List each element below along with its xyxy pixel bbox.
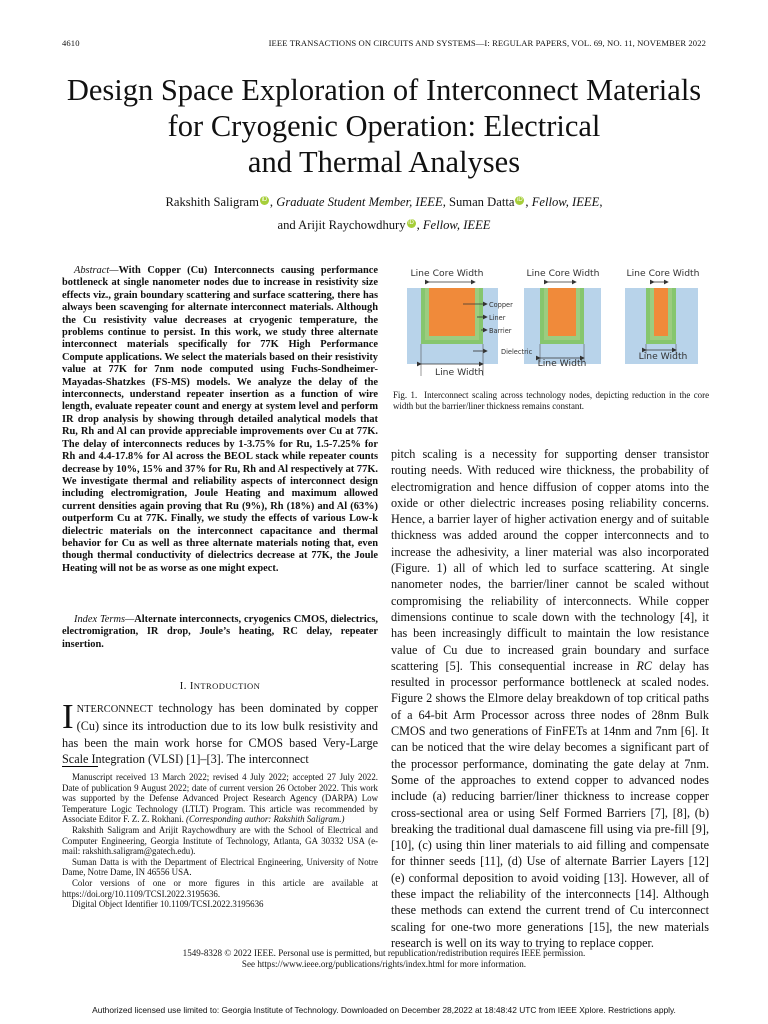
paper-title — [40, 72, 728, 180]
author-line-2: and Arijit Raychowdhury iD , Fellow, IEEE — [277, 218, 491, 232]
author-conjunction: and — [277, 218, 296, 232]
line-core-width-label-1: Line Core Width — [410, 268, 484, 279]
right-column-body — [391, 446, 709, 951]
footnote-manuscript-text: Manuscript received 13 March 2022; revised 4 July 2022; accepted 27 July 2022. Date of publication 9 August 2022; date of current version 26 October 2022. This work was supported by the Defense Advanced Project Research Agency (DARPA) Low Temperature Logic Technology (LTLT) Program. This article was recommended by Associate Editor F. Z. Z. Rokhani. — [62, 772, 378, 825]
section-title-rest: NTRODUCTION — [193, 681, 261, 691]
body-rc: RC — [636, 658, 653, 673]
intro-caps: NTERCONNECT — [76, 704, 153, 715]
footnote-affiliation-2: Suman Datta is with the Department of Electrical Engineering, University of Notre Dame, Notre Dame, IN 46556 USA. — [62, 856, 378, 878]
footnote-color: Color versions of one or more figures in this article are available at https://doi.org/10.1109/TCSI.2022.3195636. — [62, 877, 378, 899]
index-terms-label: Index Terms— — [74, 614, 135, 625]
figure-1-caption-text: Interconnect scaling across technology nodes, depicting reduction in the core width but the barrier/liner thickness remains constant. — [393, 390, 710, 411]
dielectric-label: Dielectric — [501, 348, 533, 356]
copyright-notice — [40, 948, 728, 970]
section-numeral: I. — [179, 681, 187, 692]
body-text-b: delay has resulted in processor performance bottleneck at scaled nodes. Figure 2 shows the Elmore delay breakdown of top critical paths of a 64-bit Arm Processor across three nodes of 28nm Bulk CMOS and two generations of FinFETs at 14nm and 7nm [6]. It can be noticed that the wire delay becomes a significant part of the processor performance, dominating the gate delay at 7nm. Some of the approaches to extend copper to advanced nodes include (a) reducing barrier/liner thickness to increase copper cross-sectional area or using Self Formed Barriers [7], [8], (b) breaking the traditional dual damascene fill using via pre-fill [9], [10], (c) using thin liner materials to aid filling and compensate for thinner seeds [11], (d) Use of alternate Barrier Layers [12] (e) conformal deposition to avoid voiding [13]. However, all of these impact the reliability of the interconnects [14]. Although these methods can extend the current trend of Cu interconnect scaling for one-two more generations [15], the new materials research is well on its way to trying to replace copper. — [391, 658, 709, 950]
title-line-1: Design Space Exploration of Interconnect Materials — [66, 73, 702, 107]
section-title-initial: I — [189, 681, 194, 692]
intro-text: technology has been dominated by copper (Cu) since its introduction due to its low bulk resistivity and has been the main work horse for CMOS based Very-Large Scale Integration (VLSI) [1]–[3]. The interconnect — [62, 701, 378, 766]
drop-cap: I — [62, 697, 74, 736]
author-name-3: Arijit Raychowdhury — [298, 218, 406, 232]
footnote-manuscript — [62, 772, 378, 825]
line-core-width-label-2: Line Core Width — [526, 268, 600, 279]
copper-label: Copper — [489, 301, 513, 309]
author-line-1: Rakshith Saligram iD , Graduate Student Member, IEEE, Suman Datta iD , Fellow, IEEE, — [165, 195, 603, 209]
line-width-label-3: Line Width — [638, 351, 688, 362]
authorized-use-note: Authorized licensed use limited to: Georgia Institute of Technology. Downloaded on December 28,2022 at 18:48:42 UTC from IEEE Xplore. Restrictions apply. — [92, 1005, 676, 1015]
copper-core-2 — [548, 288, 576, 336]
copyright-line-1: 1549-8328 © 2022 IEEE. Personal use is permitted, but republication/redistribution requires IEEE permission. — [182, 948, 586, 958]
copyright-line-2: See https://www.ieee.org/publications/rights/index.html for more information. — [241, 959, 527, 969]
author-role-3: Fellow, IEEE — [422, 218, 491, 232]
orcid-icon[interactable]: iD — [261, 196, 268, 203]
page-number: 4610 — [62, 38, 80, 48]
orcid-icon[interactable]: iD — [517, 196, 523, 203]
author-role-1: Graduate Student Member, IEEE — [276, 195, 443, 209]
journal-header: IEEE TRANSACTIONS ON CIRCUITS AND SYSTEMS—I: REGULAR PAPERS, VOL. 69, NO. 11, NOVEMBER 2022 — [268, 38, 706, 48]
section-heading — [62, 681, 378, 692]
line-width-label-2: Line Width — [537, 358, 587, 369]
figure-1-caption-label: Fig. 1. — [393, 390, 418, 400]
body-text-a: pitch scaling is a necessity for supporting denser transistor routing needs. With reduced wire thickness, the probability of electromigration and hence diffusion of copper atoms into the oxide or other dielectric increases posing reliability concerns. Hence, a barrier layer of higher activation energy and of suitable thickness was added around the copper interconnects and to increase the adhesivity, a liner material was also incorporated (Figure. 1) all of which led to surface scattering. At single nanometer nodes, the barrier/liner cannot be scaled without compromising the reliability of interconnects. While copper dimensions continue to scale down with the technology [4], it has been increasingly difficult to maintain the low resistance value of Cu due to increased grain boundary and surface scattering [5]. This consequential increase in — [391, 447, 709, 673]
footnote-affiliation-1: Rakshith Saligram and Arijit Raychowdhury are with the School of Electrical and Computer Engineering, Georgia Institute of Technology, Atlanta, GA 30332 USA (e-mail: rakshith.saligram@gatech.edu). — [62, 824, 378, 857]
liner-label: Liner — [489, 314, 506, 322]
index-terms — [62, 614, 378, 651]
title-line-3: and Thermal Analyses — [247, 145, 521, 179]
author-role-2: Fellow, IEEE — [531, 195, 600, 209]
interconnect-scaling-diagram — [393, 262, 709, 388]
footnotes — [62, 772, 378, 910]
footnote-doi: Digital Object Identifier 10.1109/TCSI.2022.3195636 — [72, 899, 264, 910]
author-name-2: Suman Datta — [449, 195, 515, 209]
body-paragraph — [391, 446, 709, 951]
title-line-2: for Cryogenic Operation: Electrical — [167, 109, 601, 143]
barrier-label: Barrier — [489, 327, 512, 335]
corresponding-author: (Corresponding author: Rakshith Saligram.) — [186, 814, 345, 825]
line-width-label-1: Line Width — [435, 367, 484, 378]
line-core-width-label-3: Line Core Width — [626, 268, 700, 279]
copper-core-3 — [654, 288, 668, 336]
index-terms-text: Alternate interconnects, cryogenics CMOS, dielectrics, electromigration, IR drop, Joule’s heating, RC delay, repeater insertion. — [62, 614, 378, 650]
figure-1-caption — [393, 390, 709, 412]
author-name-1: Rakshith Saligram — [165, 195, 259, 209]
figure-1 — [393, 262, 709, 388]
abstract-label: Abstract— — [74, 265, 119, 276]
abstract — [62, 265, 378, 575]
abstract-text: With Copper (Cu) Interconnects causing performance bottleneck at single nanometer nodes due to increase in resistivity size effects viz., grain boundary scattering and surface scattering, there has always been scavenging for alternate interconnect materials. Although the Cu resistivity value decreases at cryogenic temperature, the problems continue to persist. In this work, we study three alternate interconnect materials specifically for 77K High Performance Compute applications. We select the materials based on their resistivity value at 77K for 7nm node computed using Fuchs-Sondheimer-Mayadas-Shatzkes (FS-MS) models. We analyze the delay of the interconnects, understand repeater insertion as a function of wire length, evaluate repeater count and energy at system level and perform IR drop analysis by showing through detailed analytical models that Ru, Rh and Al can provide appreciable improvements over Cu at 77K. The delay of interconnects reduces by 1-3.75% for Ru, 1.5-7.25% for Rh and 4.4-17.8% for Al across the BEOL stack while repeater counts decrease by 10%, 15% and 37% for Ru, Rh and Al respectively at 77K. We investigate thermal and reliability aspects of interconnect design including electromigration, Joule Heating and maximum allowed current densities again proving that Ru (9%), Rh (18%) and Al (63%) outperform Cu at 77K. Finally, we study the effects of various Low-k dielectric materials on the interconnect capacitance and thermal behavior for Cu as well as three alternate materials noting that, even though thermal conductivity of dielectrics decrease at 77K, the Joule Heating will not be as worse as one might expect. — [62, 265, 378, 574]
orcid-icon[interactable]: iD — [408, 219, 414, 226]
intro-paragraph — [62, 697, 378, 767]
copper-core-1 — [429, 288, 475, 336]
footnote-divider — [62, 766, 98, 767]
